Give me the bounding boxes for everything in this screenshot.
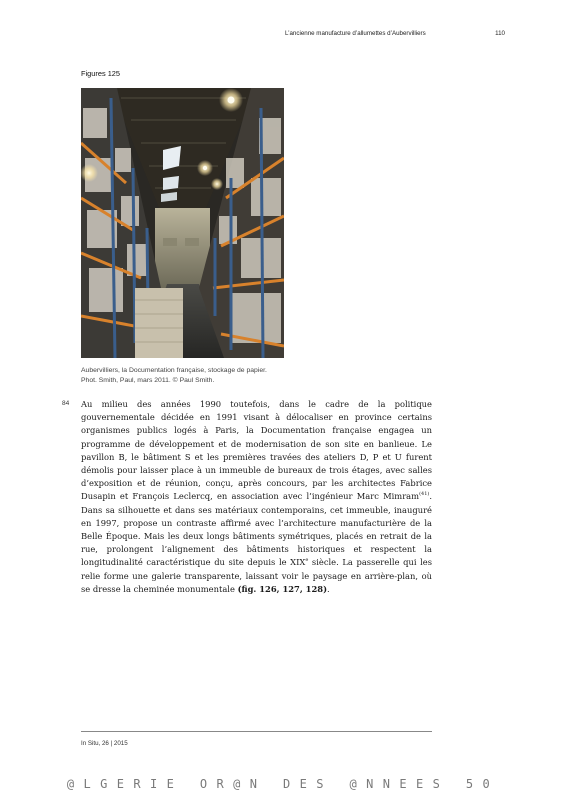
figure-caption [81,366,311,386]
century-superscript: e [305,557,309,564]
paragraph-main-text: Au milieu des années 1990 toutefois, dans le cadre de la politique gouvernementale décidée en 1991 visant à délocaliser en province certains organismes publics logés à Paris, la Documentation française engagea un programme de développement et de modernisation de son site en banlieue. Le pavillon B, le bâtiment S et les premières travées des ateliers D, P et U furent démolis pour laisser place à un immeuble de bureaux de trois étages, avec salles d’exposition et de réunion, conçu, après concours, par les architectes Fabrice Dusapin et François Leclercq, en association avec l’ingénieur Marc Mimram [81,399,432,502]
body-paragraph [81,398,432,596]
footnote-reference[interactable]: (41) [419,491,430,498]
paragraph-end-text: siècle. La passerelle qui les relie forme une galerie transparente, laissant voir le paysage en arrière-plan, où se dresse la cheminée monumentale [81,557,432,594]
figure-label: Figures 125 [81,69,121,78]
paragraph-middle-text: . Dans sa silhouette et dans ses matériaux contemporains, cet immeuble, inauguré en 1997, propose un contraste affirmé avec l’architecture manufacturière de la Belle Époque. Mais les deux longs bâtiments symétriques, placés en retrait de la rue, prolongent l’alignement des bâtiments historiques et respectent la longitudinalité caractéristique du site depuis le XIX [81,491,432,568]
caption-line-2: Phot. Smith, Paul, mars 2011. © Paul Smith. [81,377,215,384]
caption-line-1: Aubervilliers, la Documentation française, stockage de papier. [81,367,267,374]
footer-journal: In Situ, 26 | 2015 [81,740,128,747]
watermark-text: @LGERIE OR@N DES @NNEES 50 [66,777,500,791]
warehouse-photo [81,88,284,358]
final-period: . [327,583,330,594]
paragraph-number: 84 [62,400,70,407]
footer-divider [81,731,432,732]
running-title: L’ancienne manufacture d’allumettes d’Aubervilliers [285,30,426,37]
page-number: 110 [495,30,505,37]
figure-references-link[interactable]: (fig. 126, 127, 128) [237,583,328,594]
